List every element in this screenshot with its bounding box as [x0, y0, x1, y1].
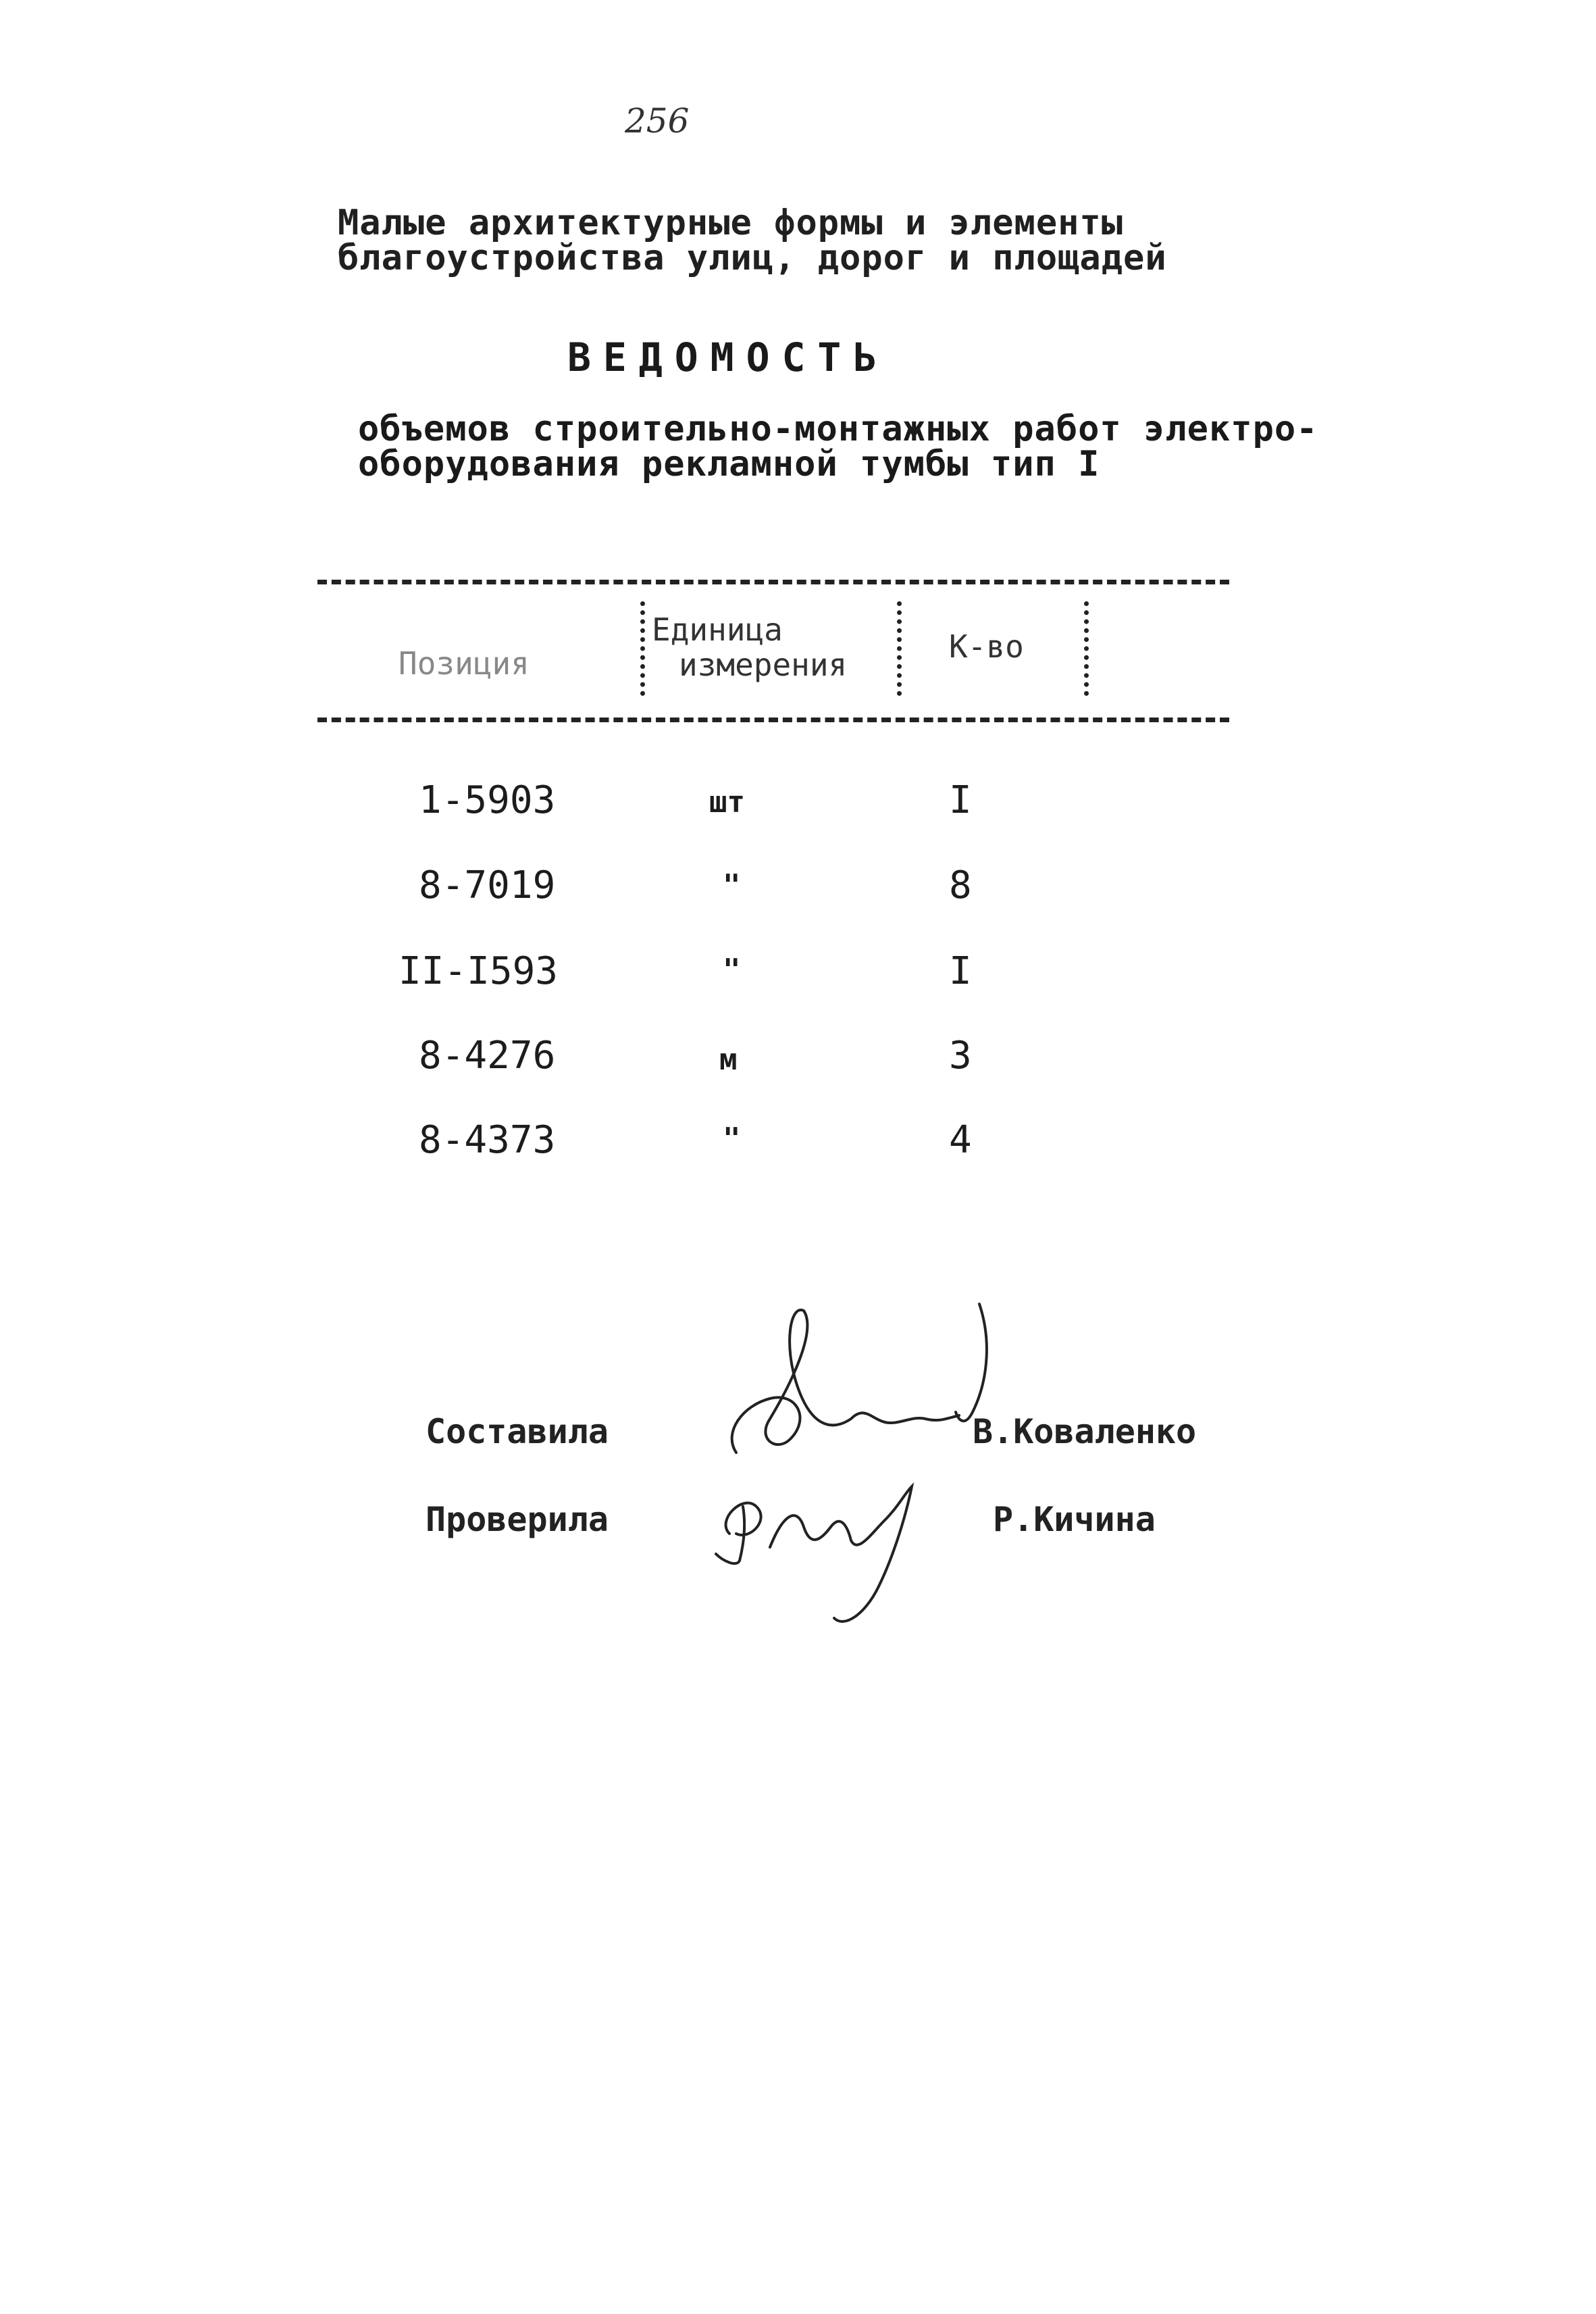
column-header-unit-line2: измерения	[679, 647, 848, 683]
checked-by-label: Проверила	[426, 1500, 609, 1539]
table-cell-code: 8-7019	[419, 863, 556, 907]
handwritten-signature-kichina	[702, 1466, 932, 1635]
header-line-1: Малые архитектурные формы и элементы	[338, 203, 1124, 243]
checked-by-name: Р.Кичина	[993, 1500, 1156, 1539]
table-cell-unit: "	[723, 868, 741, 903]
table-cell-qty: 4	[949, 1118, 972, 1162]
subtitle-line-2: оборудования рекламной тумбы тип I	[358, 444, 1100, 484]
page-number: 256	[625, 101, 690, 141]
column-header-qty: К-во	[949, 628, 1024, 665]
table-cell-unit: "	[723, 1122, 741, 1156]
column-separator	[1084, 601, 1089, 696]
table-top-rule	[317, 580, 1229, 584]
table-cell-qty: I	[949, 778, 972, 822]
table-cell-qty: I	[949, 949, 972, 993]
table-header-bottom-rule	[317, 718, 1229, 722]
table-cell-code: 8-4373	[419, 1118, 556, 1162]
table-cell-code: 8-4276	[419, 1034, 556, 1078]
table-cell-unit: м	[719, 1042, 738, 1077]
table-cell-code: II-I593	[398, 949, 559, 993]
table-cell-qty: 8	[949, 863, 972, 907]
handwritten-signature-kovalenko	[716, 1304, 1000, 1480]
subtitle-line-1: объемов строительно-монтажных работ электро-	[358, 409, 1318, 449]
table-cell-unit: шт	[709, 785, 745, 820]
table-cell-unit: "	[723, 953, 741, 987]
compiled-by-name: В.Коваленко	[973, 1412, 1197, 1451]
column-header-unit-line1: Единица	[652, 611, 783, 648]
column-separator	[640, 601, 645, 696]
compiled-by-label: Составила	[426, 1412, 609, 1451]
column-separator	[897, 601, 902, 696]
document-title: ВЕДОМОСТЬ	[567, 334, 890, 380]
table-cell-code: 1-5903	[419, 778, 556, 822]
column-header-catalog: Позиция	[398, 645, 530, 682]
table-cell-qty: 3	[949, 1034, 972, 1078]
header-line-2: благоустройства улиц, дорог и площадей	[338, 238, 1167, 278]
